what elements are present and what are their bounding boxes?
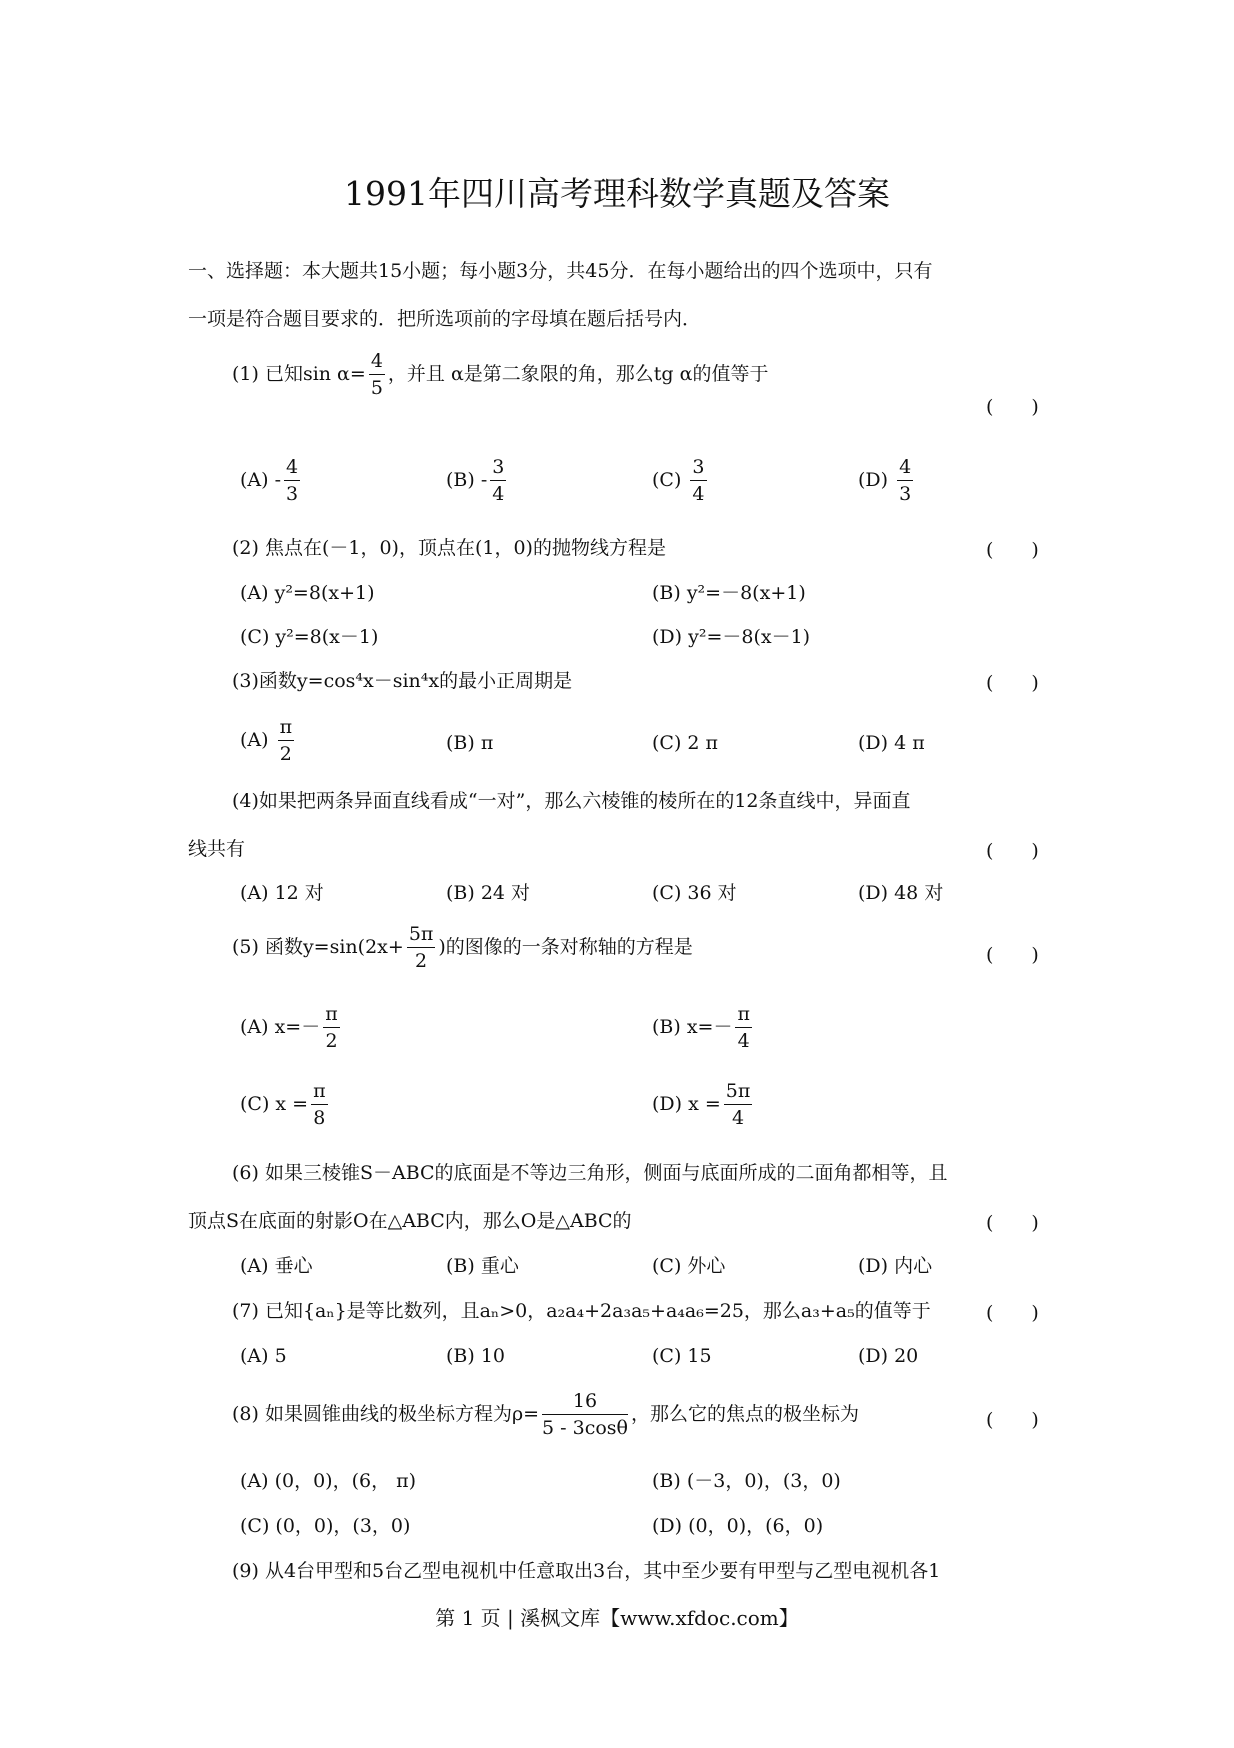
q5-opt-c-pre: (C) x = (240, 1093, 309, 1115)
q3-opt-a-num: π (278, 718, 295, 741)
q5-text-b: )的图像的一条对称轴的方程是 (438, 936, 693, 958)
q2-option-d: (D) y²=－8(x－1) (652, 626, 811, 648)
q7-option-a: (A) 5 (240, 1345, 287, 1367)
q5-opt-c-frac (311, 1082, 328, 1128)
q1-opt-b-frac (490, 458, 506, 504)
q3-option-a (240, 718, 297, 764)
q1-opt-a-num: 4 (284, 458, 300, 481)
q1-option-a (240, 458, 303, 504)
q2-option-b: (B) y²=－8(x+1) (652, 582, 806, 604)
question-1-stem (232, 352, 768, 398)
q1-opt-d-frac (897, 458, 913, 504)
q1-frac-den: 5 (370, 377, 383, 399)
q5-opt-a-den: 2 (325, 1030, 338, 1052)
q5-opt-d-frac (724, 1082, 753, 1128)
q8-text-b: ，那么它的焦点的极坐标为 (631, 1403, 860, 1425)
question-3-stem: (3)函数y=cos⁴x－sin⁴x的最小正周期是 (232, 670, 573, 692)
q1-text-b: ，并且 α是第二象限的角，那么tg α的值等于 (387, 363, 769, 385)
q6-option-c: (C) 外心 (652, 1255, 726, 1277)
q8-option-d: (D) (0，0)，(6，0) (652, 1515, 824, 1537)
q1-opt-b-label: (B) (446, 469, 475, 491)
q8-option-b: (B) (－3，0)，(3，0) (652, 1470, 841, 1492)
q1-answer-paren: ( ) (986, 396, 1039, 418)
q2-option-a: (A) y²=8(x+1) (240, 582, 375, 604)
question-7-stem: (7) 已知{aₙ}是等比数列，且aₙ>0，a₂a₄+2a₃a₅+a₄a₆=25，那么a₃+a₅的值等于 (232, 1300, 931, 1322)
q6-option-b: (B) 重心 (446, 1255, 519, 1277)
q7-option-c: (C) 15 (652, 1345, 712, 1367)
question-8-stem (232, 1392, 859, 1438)
q8-answer-paren: ( ) (986, 1409, 1039, 1431)
q2-answer-paren: ( ) (986, 539, 1039, 561)
q8-frac-num: 16 (542, 1392, 628, 1415)
q5-fraction (407, 925, 436, 971)
q5-frac-den: 2 (415, 950, 428, 972)
q5-opt-d-pre: (D) x = (652, 1093, 721, 1115)
q5-option-d (652, 1082, 755, 1128)
q5-option-b (652, 1005, 755, 1051)
q7-option-b: (B) 10 (446, 1345, 506, 1367)
q5-opt-b-num: π (735, 1005, 752, 1028)
q1-opt-c-frac (690, 458, 706, 504)
q1-opt-b-den: 4 (492, 483, 505, 505)
q1-frac-num: 4 (369, 352, 385, 375)
q1-opt-a-den: 3 (286, 483, 299, 505)
q5-text-a: (5) 函数y=sin(2x+ (232, 936, 404, 958)
q3-opt-a-label: (A) (240, 729, 269, 751)
q6-answer-paren: ( ) (986, 1212, 1039, 1234)
question-4-line1: (4)如果把两条异面直线看成“一对”，那么六棱锥的棱所在的12条直线中，异面直 (232, 790, 911, 812)
q4-option-b: (B) 24 对 (446, 882, 531, 904)
q8-option-c: (C) (0，0)，(3，0) (240, 1515, 411, 1537)
q3-option-c: (C) 2 π (652, 732, 719, 754)
q8-frac-den: 5 - 3cosθ (542, 1417, 628, 1439)
q8-text-a: (8) 如果圆锥曲线的极坐标方程为ρ= (232, 1403, 540, 1425)
q1-option-c (652, 458, 710, 504)
q1-text-a: (1) 已知sin α= (232, 363, 366, 385)
q7-option-d: (D) 20 (858, 1345, 919, 1367)
q3-opt-a-den: 2 (279, 743, 292, 765)
section-intro-line2: 一项是符合题目要求的．把所选项前的字母填在题后括号内． (188, 308, 702, 330)
q5-opt-c-den: 8 (313, 1107, 326, 1129)
q1-option-d (858, 458, 916, 504)
q1-opt-c-label: (C) (652, 469, 682, 491)
page-footer: 第 1 页 | 溪枫文库【www.xfdoc.com】 (435, 1606, 799, 1630)
q8-fraction (542, 1392, 628, 1438)
q1-option-b (446, 458, 509, 504)
q1-opt-b-sign: - (480, 469, 488, 491)
q1-opt-d-label: (D) (858, 469, 889, 491)
q6-option-d: (D) 内心 (858, 1255, 933, 1277)
q1-opt-c-num: 3 (690, 458, 706, 481)
q5-opt-a-num: π (323, 1005, 340, 1028)
q3-option-b: (B) π (446, 732, 494, 754)
q5-option-c (240, 1082, 331, 1128)
question-9-line1: (9) 从4台甲型和5台乙型电视机中任意取出3台，其中至少要有甲型与乙型电视机各1 (232, 1560, 941, 1582)
q7-answer-paren: ( ) (986, 1302, 1039, 1324)
q5-opt-d-den: 4 (732, 1107, 745, 1129)
q4-answer-paren: ( ) (986, 840, 1039, 862)
q5-opt-b-den: 4 (737, 1030, 750, 1052)
q1-opt-a-sign: - (274, 469, 282, 491)
q4-option-a: (A) 12 对 (240, 882, 324, 904)
q4-option-d: (D) 48 对 (858, 882, 944, 904)
q1-opt-a-frac (284, 458, 300, 504)
q5-opt-d-num: 5π (724, 1082, 753, 1105)
question-6-line1: (6) 如果三棱锥S－ABC的底面是不等边三角形，侧面与底面所成的二面角都相等，且 (232, 1162, 948, 1184)
q1-opt-a-label: (A) (240, 469, 269, 491)
q1-opt-d-den: 3 (899, 483, 912, 505)
q1-fraction (369, 352, 385, 398)
q2-option-c: (C) y²=8(x－1) (240, 626, 379, 648)
q5-option-a (240, 1005, 343, 1051)
q3-opt-a-frac (278, 718, 295, 764)
q6-option-a: (A) 垂心 (240, 1255, 313, 1277)
q8-option-a: (A) (0，0)，(6， π) (240, 1470, 417, 1492)
question-5-stem (232, 925, 693, 971)
q5-frac-num: 5π (407, 925, 436, 948)
q1-opt-d-num: 4 (897, 458, 913, 481)
q5-opt-b-frac (735, 1005, 752, 1051)
q5-answer-paren: ( ) (986, 944, 1039, 966)
question-2-stem: (2) 焦点在(－1，0)，顶点在(1，0)的抛物线方程是 (232, 537, 666, 559)
question-6-line2: 顶点S在底面的射影O在△ABC内，那么O是△ABC的 (188, 1210, 632, 1232)
q5-opt-b-pre: (B) x=－ (652, 1016, 733, 1038)
q3-answer-paren: ( ) (986, 672, 1039, 694)
q5-opt-a-pre: (A) x=－ (240, 1016, 321, 1038)
q4-option-c: (C) 36 对 (652, 882, 737, 904)
section-intro-line1: 一、选择题：本大题共15小题；每小题3分，共45分．在每小题给出的四个选项中，只有 (188, 260, 933, 282)
q5-opt-c-num: π (311, 1082, 328, 1105)
q5-opt-a-frac (323, 1005, 340, 1051)
question-4-line2: 线共有 (188, 838, 246, 860)
page-title: 1991年四川高考理科数学真题及答案 (344, 174, 890, 213)
q3-option-d: (D) 4 π (858, 732, 925, 754)
q1-opt-c-den: 4 (692, 483, 705, 505)
q1-opt-b-num: 3 (490, 458, 506, 481)
